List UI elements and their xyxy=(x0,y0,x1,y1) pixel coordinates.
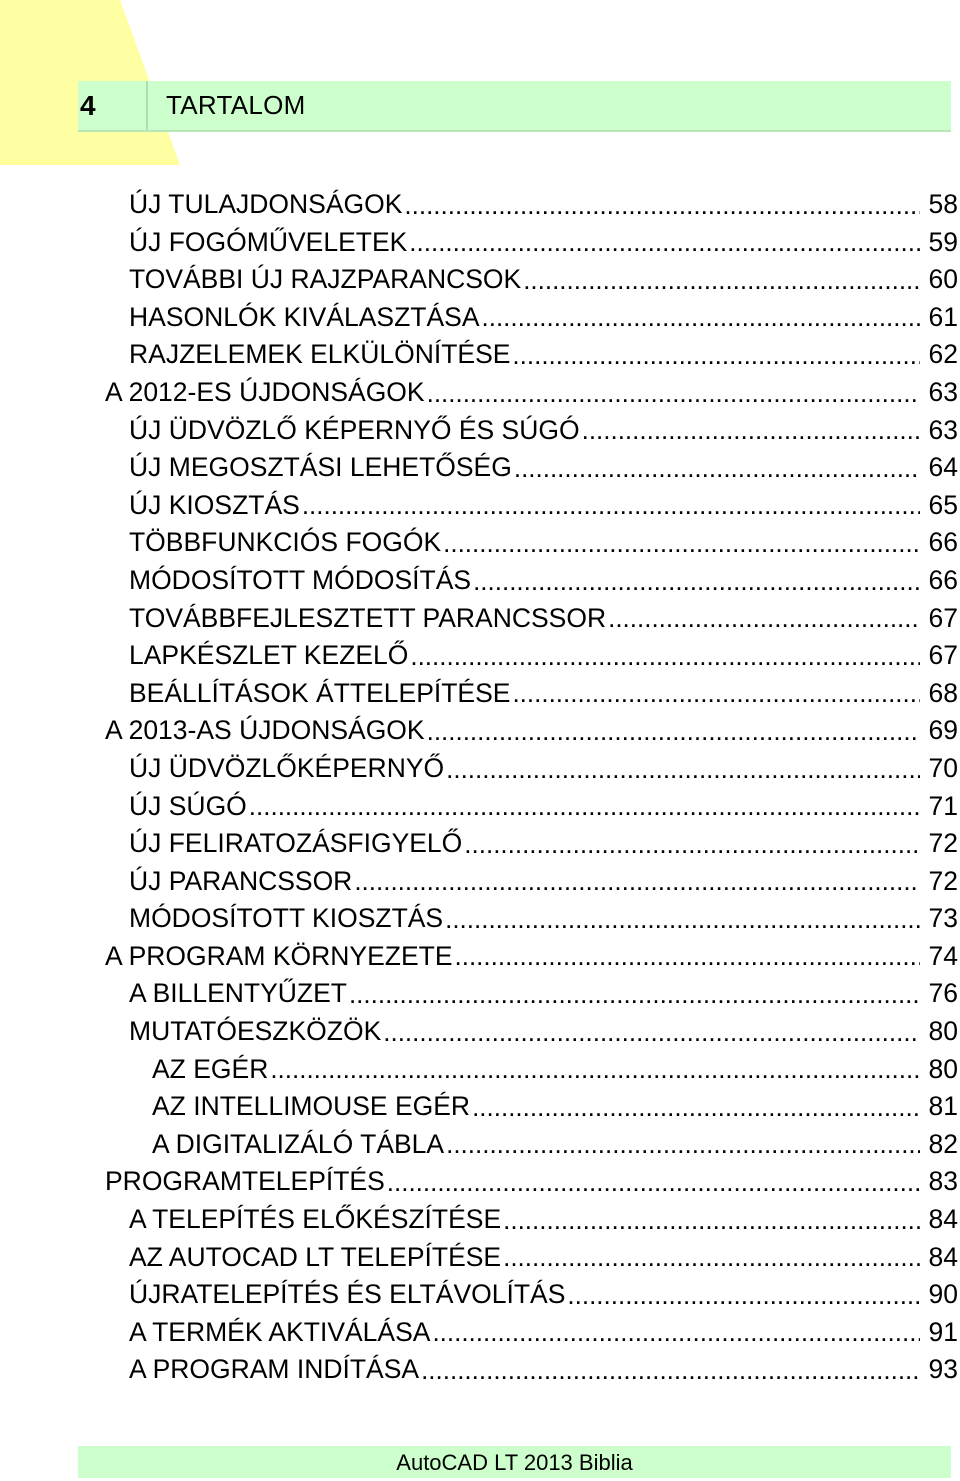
dot-leader xyxy=(455,938,920,976)
toc-entry[interactable] xyxy=(0,336,960,374)
toc-entry-label: BEÁLLÍTÁSOK ÁTTELEPÍTÉSE xyxy=(129,677,511,708)
dot-leader xyxy=(404,186,920,224)
dot-leader xyxy=(473,562,920,600)
toc-entry[interactable] xyxy=(0,637,960,675)
toc-entry[interactable] xyxy=(0,1351,960,1389)
toc-entry-label: A PROGRAM INDÍTÁSA xyxy=(129,1354,420,1385)
dot-leader xyxy=(567,1276,920,1314)
toc-entry[interactable] xyxy=(0,712,960,750)
toc-entry-label: ÚJRATELEPÍTÉS ÉS ELTÁVOLÍTÁS xyxy=(129,1279,566,1310)
toc-entry-page: 73 xyxy=(928,903,958,934)
toc-entry-label: LAPKÉSZLET KEZELŐ xyxy=(129,640,409,671)
dot-leader xyxy=(523,261,920,299)
toc-entry[interactable] xyxy=(0,1276,960,1314)
toc-entry-label: MUTATÓESZKÖZÖK xyxy=(129,1016,382,1047)
dot-leader xyxy=(427,374,920,412)
dot-leader xyxy=(349,975,920,1013)
dot-leader xyxy=(446,750,920,788)
toc-entry-label: ÚJ ÜDVÖZLŐ KÉPERNYŐ ÉS SÚGÓ xyxy=(129,414,580,445)
dot-leader xyxy=(512,336,920,374)
toc-entry[interactable] xyxy=(0,524,960,562)
toc-entry[interactable] xyxy=(0,788,960,826)
dot-leader xyxy=(582,412,920,450)
toc-entry[interactable] xyxy=(0,675,960,713)
toc-entry-page: 74 xyxy=(928,940,958,971)
dot-leader xyxy=(427,712,920,750)
toc-entry-label: RAJZELEMEK ELKÜLÖNÍTÉSE xyxy=(129,339,511,370)
toc-entry-page: 63 xyxy=(928,414,958,445)
toc-entry[interactable] xyxy=(0,900,960,938)
dot-leader xyxy=(432,1314,920,1352)
toc-entry[interactable] xyxy=(0,449,960,487)
dot-leader xyxy=(503,1239,920,1277)
toc-entry[interactable] xyxy=(0,1051,960,1089)
dot-leader xyxy=(445,900,920,938)
toc-entry[interactable] xyxy=(0,1314,960,1352)
toc-entry[interactable] xyxy=(0,224,960,262)
table-of-contents xyxy=(0,186,960,1389)
chapter-header xyxy=(78,81,951,132)
toc-entry-label: ÚJ TULAJDONSÁGOK xyxy=(129,189,403,219)
toc-entry[interactable] xyxy=(0,938,960,976)
toc-entry-label: HASONLÓK KIVÁLASZTÁSA xyxy=(129,301,480,332)
toc-entry-page: 63 xyxy=(928,376,958,407)
toc-entry-page: 61 xyxy=(928,301,958,332)
toc-entry-page: 67 xyxy=(928,640,958,671)
toc-entry-page: 91 xyxy=(928,1316,958,1347)
toc-entry-label: A BILLENTYŰZET xyxy=(129,978,347,1009)
dot-leader xyxy=(410,637,920,675)
toc-entry-label: AZ AUTOCAD LT TELEPÍTÉSE xyxy=(129,1241,502,1272)
toc-entry[interactable] xyxy=(0,562,960,600)
footer-bar xyxy=(78,1446,951,1478)
toc-entry[interactable] xyxy=(0,750,960,788)
toc-entry-label: TÖBBFUNKCIÓS FOGÓK xyxy=(129,527,442,558)
dot-leader xyxy=(446,1126,920,1164)
dot-leader xyxy=(503,1201,920,1239)
toc-entry-label: PROGRAMTELEPÍTÉS xyxy=(105,1166,385,1197)
dot-leader xyxy=(354,863,920,901)
toc-entry-page: 72 xyxy=(928,828,958,859)
toc-entry[interactable] xyxy=(0,374,960,412)
toc-entry[interactable] xyxy=(0,975,960,1013)
toc-entry-page: 70 xyxy=(928,752,958,783)
dot-leader xyxy=(464,825,920,863)
toc-entry-label: MÓDOSÍTOTT MÓDOSÍTÁS xyxy=(129,564,472,595)
toc-entry[interactable] xyxy=(0,863,960,901)
toc-entry-page: 66 xyxy=(928,527,958,558)
dot-leader xyxy=(387,1163,920,1201)
dot-leader xyxy=(383,1013,920,1051)
toc-entry-page: 76 xyxy=(928,978,958,1009)
toc-entry-page: 58 xyxy=(928,189,958,219)
toc-entry[interactable] xyxy=(0,825,960,863)
toc-entry-label: A TELEPÍTÉS ELŐKÉSZÍTÉSE xyxy=(129,1204,502,1235)
toc-entry-page: 64 xyxy=(928,452,958,483)
dot-leader xyxy=(482,299,920,337)
toc-entry-label: A 2013-AS ÚJDONSÁGOK xyxy=(105,715,425,746)
toc-entry-label: ÚJ ÜDVÖZLŐKÉPERNYŐ xyxy=(129,752,445,783)
toc-entry-page: 84 xyxy=(928,1204,958,1235)
toc-entry[interactable] xyxy=(0,1126,960,1164)
dot-leader xyxy=(472,1088,920,1126)
toc-entry-label: A 2012-ES ÚJDONSÁGOK xyxy=(105,376,425,407)
toc-entry-page: 59 xyxy=(928,226,958,257)
dot-leader xyxy=(302,487,920,525)
toc-entry-label: AZ INTELLIMOUSE EGÉR xyxy=(152,1091,471,1122)
toc-entry[interactable] xyxy=(0,1239,960,1277)
toc-entry-page: 80 xyxy=(928,1053,958,1084)
toc-entry[interactable] xyxy=(0,487,960,525)
toc-entry-page: 90 xyxy=(928,1279,958,1310)
toc-entry-page: 93 xyxy=(928,1354,958,1385)
dot-leader xyxy=(514,449,920,487)
toc-entry-label: AZ EGÉR xyxy=(152,1053,269,1084)
toc-entry-label: A PROGRAM KÖRNYEZETE xyxy=(105,940,453,971)
toc-entry-page: 72 xyxy=(928,865,958,896)
toc-entry[interactable] xyxy=(0,299,960,337)
dot-leader xyxy=(421,1351,920,1389)
toc-entry[interactable] xyxy=(0,600,960,638)
page-number: 4 xyxy=(78,81,148,130)
toc-entry-page: 69 xyxy=(928,715,958,746)
dot-leader xyxy=(512,675,920,713)
footer-title: AutoCAD LT 2013 Biblia xyxy=(396,1450,633,1475)
toc-entry-label: ÚJ MEGOSZTÁSI LEHETŐSÉG xyxy=(129,452,512,483)
dot-leader xyxy=(249,788,920,826)
page-title: TARTALOM xyxy=(166,90,306,120)
toc-entry[interactable] xyxy=(0,412,960,450)
toc-entry-page: 62 xyxy=(928,339,958,370)
toc-entry-label: TOVÁBBI ÚJ RAJZPARANCSOK xyxy=(129,264,522,295)
toc-entry-page: 68 xyxy=(928,677,958,708)
toc-entry-page: 71 xyxy=(928,790,958,821)
toc-entry-label: ÚJ PARANCSSOR xyxy=(129,865,353,896)
toc-entry-page: 60 xyxy=(928,264,958,295)
toc-entry-page: 65 xyxy=(928,489,958,520)
dot-leader xyxy=(270,1051,920,1089)
toc-entry[interactable] xyxy=(0,1163,960,1201)
toc-entry-page: 66 xyxy=(928,564,958,595)
toc-entry-page: 67 xyxy=(928,602,958,633)
toc-entry[interactable] xyxy=(0,1201,960,1239)
toc-entry-label: ÚJ SÚGÓ xyxy=(129,790,247,821)
toc-entry[interactable] xyxy=(0,186,960,224)
dot-leader xyxy=(409,224,920,262)
toc-entry[interactable] xyxy=(0,1088,960,1126)
toc-entry[interactable] xyxy=(0,261,960,299)
toc-entry-page: 80 xyxy=(928,1016,958,1047)
toc-entry-label: ÚJ FELIRATOZÁSFIGYELŐ xyxy=(129,828,463,859)
toc-entry-label: MÓDOSÍTOTT KIOSZTÁS xyxy=(129,903,444,934)
toc-entry-page: 81 xyxy=(928,1091,958,1122)
toc-entry[interactable] xyxy=(0,1013,960,1051)
dot-leader xyxy=(608,600,920,638)
dot-leader xyxy=(443,524,920,562)
toc-entry-page: 83 xyxy=(928,1166,958,1197)
toc-entry-page: 82 xyxy=(928,1128,958,1159)
toc-entry-label: A DIGITALIZÁLÓ TÁBLA xyxy=(152,1128,445,1159)
toc-entry-label: A TERMÉK AKTIVÁLÁSA xyxy=(129,1316,431,1347)
toc-entry-label: ÚJ FOGÓMŰVELETEK xyxy=(129,226,408,257)
toc-entry-page: 84 xyxy=(928,1241,958,1272)
toc-entry-label: TOVÁBBFEJLESZTETT PARANCSSOR xyxy=(129,602,607,633)
toc-entry-label: ÚJ KIOSZTÁS xyxy=(129,489,300,520)
